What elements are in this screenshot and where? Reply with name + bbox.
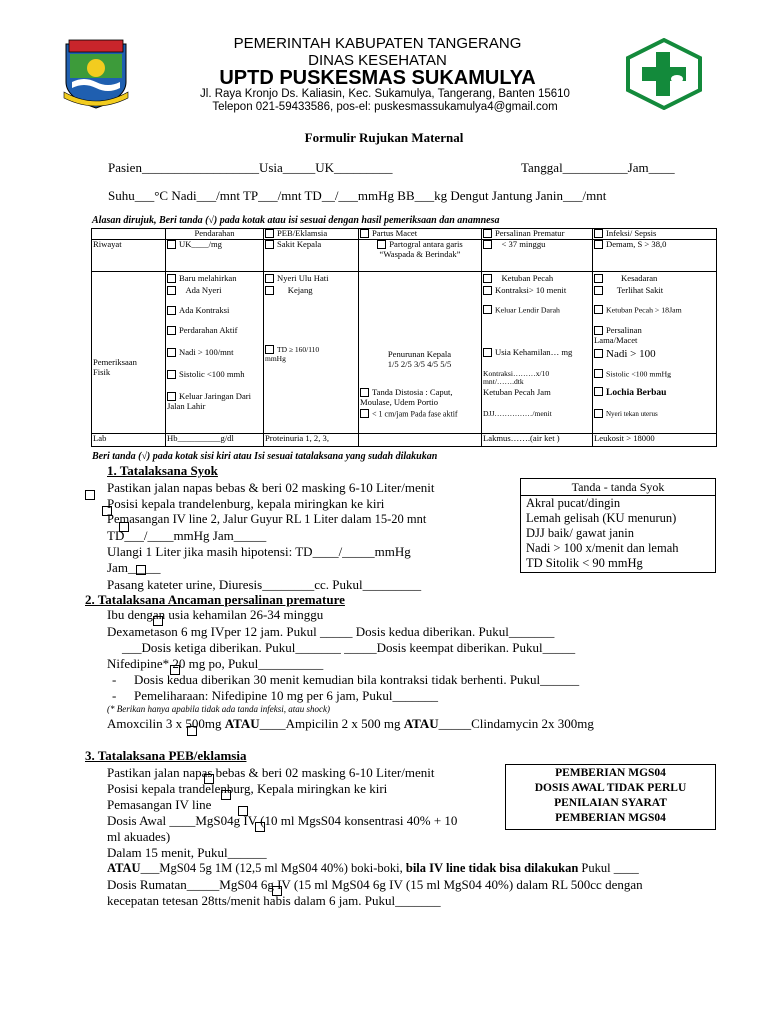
checkbox[interactable] — [360, 409, 369, 418]
prematur-dexametason: Dexametason 6 mg IVper 12 jam. Pukul _____ Dosis kedua diberikan. Pukul_______ — [107, 624, 555, 639]
mgs04-notice-line: PEMBERIAN MGS04 — [555, 767, 666, 779]
prematur-note: (* Berikan hanya apabila tidak ada tanda infeksi, atau shock) — [107, 704, 330, 714]
header-prematur: Persalinan Prematur — [482, 229, 593, 240]
prematur-maintenance: Pemeliharaan: Nifedipine 10 mg per 6 jam, Pukul_______ — [134, 688, 438, 703]
action-instruction: Beri tanda (√) pada kotak sisi kiri atau Isi sesuai tatalaksana yang sudah dilakukan — [92, 451, 438, 462]
syok-catheter: Pasang kateter urine, Diuresis________cc. Pukul_________ — [107, 577, 422, 592]
checkbox[interactable] — [483, 240, 492, 249]
header-peb: PEB/Eklamsia — [264, 229, 359, 240]
header-contact: Telepon 021-59433586, pos-el: puskesmassukamulya4@gmail.com — [212, 101, 558, 113]
shock-sign-item: Lemah gelisah (KU menurun) — [526, 511, 677, 525]
pemeriksaan-label: Pemeriksaan Fisik — [92, 272, 166, 434]
riwayat-demam: Demam, S > 38,0 — [593, 240, 717, 272]
puskesmas-logo — [624, 38, 704, 110]
lab-proteinuria: Proteinuria 1, 2, 3, — [264, 434, 359, 447]
peb-position: Posisi kepala trandelenburg, Kepala miringkan ke kiri — [107, 781, 388, 796]
syok-repeat: Ulangi 1 Liter jika masih hipotensi: TD____/_____mmHg — [107, 544, 411, 559]
riwayat-partograf: Partogral antara garis “Waspada & Berindak” — [359, 240, 482, 272]
checkbox[interactable] — [594, 286, 603, 295]
checkbox[interactable] — [594, 387, 603, 396]
bullet-dash: - — [112, 672, 117, 687]
pemeriksaan-partus: Penurunan Kepala 1/5 2/5 3/5 4/5 5/5 Tanda Distosia : Caput, Moulase, Udem Portio < 1 cm/jam Pada fase aktif — [359, 272, 482, 434]
pemeriksaan-prematur: Ketuban Pecah Kontraksi> 10 menit Keluar Lendir Darah Usia Kehamilan… mg Kontraksi………x/10 mnt/…….dtk Ketuban Pecah Jam DJJ……………/menit — [482, 272, 593, 434]
shock-sign-item: Nadi > 100 x/menit dan lemah — [526, 541, 679, 555]
header-address: Jl. Raya Kronjo Ds. Kaliasin, Kec. Sukamulya, Tangerang, Banten 15610 — [200, 88, 570, 100]
checkbox[interactable] — [594, 305, 603, 314]
prematur-antibiotic: Amoxcilin 3 x 500mg ATAU____Ampicilin 2 x 500 mg ATAU_____Clindamycin 2x 300mg — [107, 716, 594, 731]
checkbox[interactable] — [85, 490, 95, 500]
checkbox[interactable] — [167, 392, 176, 401]
prematur-age: Ibu dengan usia kehamilan 26-34 minggu — [107, 607, 324, 622]
syok-iv-line: Pemasangan IV line 2, Jalur Guyur RL 1 Liter dalam 15-20 mnt — [107, 512, 427, 526]
shock-sign-item: TD Sitolik < 90 mmHg — [526, 556, 643, 570]
syok-position: Posisi kepala trandelenburg, kepala miringkan ke kiri — [107, 496, 385, 511]
checkbox[interactable] — [594, 349, 603, 358]
vitals-field-row[interactable]: Suhu___°C Nadi___/mnt TP___/mnt TD__/___mmHg BB___kg Dengut Jantung Janin___/mnt — [108, 188, 607, 203]
mgs04-notice-line: PEMBERIAN MGS04 — [555, 812, 666, 824]
peb-initial-dose: Dosis Awal ____MgS04g IV (10 ml MgsS04 konsentrasi 40% + 10 — [107, 813, 458, 828]
section-1-heading: 1. Tatalaksana Syok — [107, 463, 218, 478]
header-partus-macet: Partus Macet — [359, 229, 482, 240]
checkbox[interactable] — [265, 240, 274, 249]
header-government: PEMERINTAH KABUPATEN TANGERANG — [233, 35, 522, 52]
syok-airway: Pastikan jalan napas bebas & beri 02 masking 6-10 Liter/menit — [107, 480, 435, 495]
prematur-dose-3-4: ___Dosis ketiga diberikan. Pukul_______ _____Dosis keempat diberikan. Pukul_____ — [122, 640, 576, 655]
checkbox[interactable] — [594, 229, 603, 238]
checkbox[interactable] — [167, 286, 176, 295]
checkbox[interactable] — [265, 286, 274, 295]
pemeriksaan-peb: Nyeri Ulu Hati Kejang TD ≥ 160/110 mmHg — [264, 272, 359, 434]
peb-akuades: ml akuades) — [107, 829, 171, 844]
checkbox[interactable] — [377, 240, 386, 249]
checkbox[interactable] — [360, 229, 369, 238]
referral-reason-table — [91, 228, 717, 447]
checkbox[interactable] — [265, 229, 274, 238]
form-title: Formulir Rujukan Maternal — [304, 130, 464, 145]
header-department: DINAS KESEHATAN — [308, 52, 447, 69]
checkbox[interactable] — [594, 409, 603, 418]
mgs04-notice-line: DOSIS AWAL TIDAK PERLU — [534, 782, 687, 794]
checkbox[interactable] — [167, 274, 176, 283]
date-time-field-row[interactable]: Tanggal__________Jam____ — [521, 160, 675, 175]
checkbox[interactable] — [167, 348, 176, 357]
checkbox[interactable] — [167, 326, 176, 335]
lab-empty — [359, 434, 482, 447]
section-2-heading: 2. Tatalaksana Ancaman persalinan premature — [85, 592, 345, 607]
peb-drip-rate: kecepatan tetesan 28tts/menit habis dalam 6 jam. Pukul_______ — [107, 893, 441, 908]
patient-field-row[interactable]: Pasien__________________Usia_____UK_________ — [108, 160, 393, 175]
checkbox[interactable] — [594, 326, 603, 335]
checkbox[interactable] — [265, 274, 274, 283]
header-infeksi: Infeksi/ Sepsis — [593, 229, 717, 240]
pemeriksaan-infeksi: Kesadaran Terlihat Sakit Ketuban Pecah > 18Jam Persalinan Lama/Macet Nadi > 100 Sistolic <100 mmHg Lochia Berbau Nyeri tekan uterus — [593, 272, 717, 434]
section-3-heading: 3. Tatalaksana PEB/eklamsia — [85, 748, 247, 763]
shock-signs-title: Tanda - tanda Syok — [571, 480, 665, 494]
bullet-dash: - — [112, 688, 117, 703]
shock-sign-item: DJJ baik/ gawat janin — [526, 526, 634, 540]
checkbox[interactable] — [167, 370, 176, 379]
peb-15-menit: Dalam 15 menit, Pukul______ — [107, 845, 267, 860]
checkbox[interactable] — [483, 348, 492, 357]
peb-im-alternative: ATAU___MgS04 5g 1M (12,5 ml MgS04 40%) boki-boki, bila IV line tidak bisa dilakukan Pukul ____ — [107, 861, 639, 875]
tangerang-logo — [60, 38, 132, 110]
table-corner — [92, 229, 166, 240]
checkbox[interactable] — [594, 274, 603, 283]
header-pendarahan: Pendarahan — [166, 229, 264, 240]
lab-leukosit: Leukosit > 18000 — [593, 434, 717, 447]
peb-airway: Pastikan jalan napas bebas & beri 02 masking 6-10 Liter/menit — [107, 765, 435, 780]
reason-instruction: Alasan dirujuk, Beri tanda (√) pada kotak atau isi sesuai dengan hasil pemeriksaan dan anamnesa — [92, 215, 500, 226]
prematur-nifedipine: Nifedipine* 20 mg po, Pukul__________ — [107, 656, 324, 671]
riwayat-minggu: < 37 minggu — [482, 240, 593, 272]
checkbox[interactable] — [167, 240, 176, 249]
lab-lakmus: Lakmus…….(air ket ) — [482, 434, 593, 447]
checkbox[interactable] — [594, 369, 603, 378]
lab-label: Lab — [92, 434, 166, 447]
checkbox[interactable] — [483, 274, 492, 283]
mgs04-notice-box — [505, 764, 716, 830]
checkbox[interactable] — [167, 306, 176, 315]
checkbox[interactable] — [265, 345, 274, 354]
mgs04-notice-line: PENILAIAN SYARAT — [554, 797, 667, 809]
peb-iv-line: Pemasangan IV line — [107, 797, 212, 812]
lab-hb: Hb__________g/dl — [166, 434, 264, 447]
syok-td: TD___/____mmHg Jam_____ — [107, 528, 267, 543]
prematur-dose-2: Dosis kedua diberikan 30 menit kemudian bila kontraksi tidak berhenti. Pukul______ — [134, 672, 580, 687]
riwayat-sakit-kepala: Sakit Kepala — [264, 240, 359, 272]
checkbox[interactable] — [483, 305, 492, 314]
header-institution: UPTD PUSKESMAS SUKAMULYA — [219, 67, 536, 89]
shock-sign-item: Akral pucat/dingin — [526, 496, 621, 510]
pemeriksaan-pendarahan: Baru melahirkan Ada Nyeri Ada Kontraksi Perdarahan Aktif Nadi > 100/mnt Sistolic <100 mmh Keluar Jaringan Dari Jalan Lahir — [166, 272, 264, 434]
shock-signs-box — [520, 478, 716, 573]
riwayat-uk: UK____/mg — [166, 240, 264, 272]
checkbox[interactable] — [483, 286, 492, 295]
checkbox[interactable] — [594, 240, 603, 249]
checkbox[interactable] — [483, 229, 492, 238]
riwayat-label: Riwayat — [92, 240, 166, 272]
checkbox[interactable] — [360, 388, 369, 397]
syok-jam: Jam_____ — [107, 560, 161, 575]
peb-maintenance-dose: Dosis Rumatan_____MgS04 6g IV (15 ml MgS04 6g IV (15 ml MgS04 40%) dalam RL 500cc dengan — [107, 877, 643, 892]
